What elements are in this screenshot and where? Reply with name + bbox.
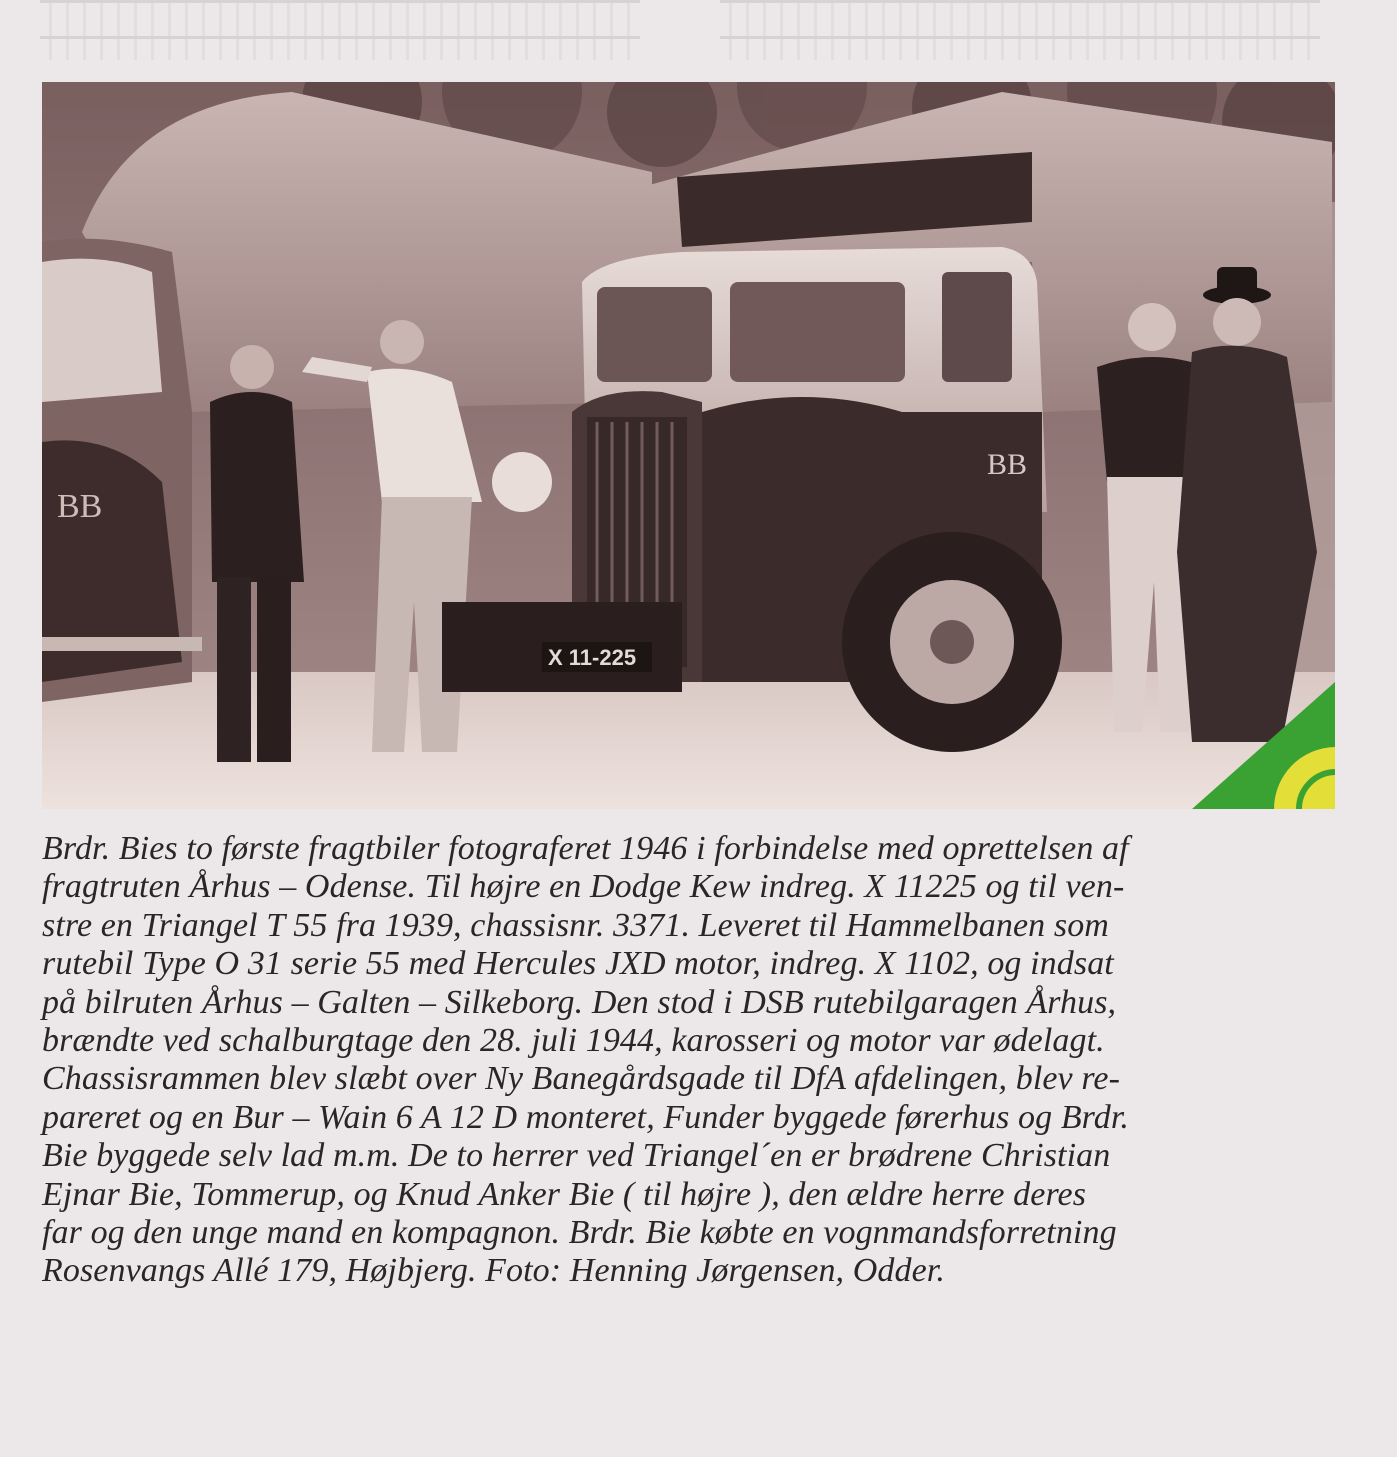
license-plate-text: X 11-225 bbox=[548, 645, 637, 670]
left-truck-window bbox=[42, 259, 162, 402]
bleed-column-left bbox=[40, 0, 640, 60]
photo-caption bbox=[42, 830, 1342, 1291]
caption-line: rutebil Type O 31 serie 55 med Hercules JXD motor, indreg. X 1102, og indsat bbox=[42, 945, 1114, 983]
caption-line: på bilruten Århus – Galten – Silkeborg. Den stod i DSB rutebilgaragen Århus, bbox=[42, 983, 1117, 1021]
caption-line: stre en Triangel T 55 fra 1939, chassisnr. 3371. Leveret til Hammelbanen som bbox=[42, 906, 1109, 944]
caption-line: pareret og en Bur – Wain 6 A 12 D monteret, Funder byggede førerhus og Brdr. bbox=[42, 1098, 1130, 1136]
right-truck-windshield-right bbox=[730, 282, 905, 382]
caption-line: Brdr. Bies to første fragtbiler fotograferet 1946 i forbindelse med oprettelsen af bbox=[42, 830, 1129, 867]
right-truck-windshield-left bbox=[597, 287, 712, 382]
right-truck-headlight-left bbox=[492, 452, 552, 512]
man-dark-suit bbox=[210, 345, 304, 762]
left-truck-bumper bbox=[42, 637, 202, 651]
bleed-through-text bbox=[40, 0, 1340, 60]
caption-line: Rosenvangs Allé 179, Højbjerg. Foto: Henning Jørgensen, Odder. bbox=[42, 1252, 945, 1290]
right-truck-side-window bbox=[942, 272, 1012, 382]
caption-line: Bie byggede selv lad m.m. De to herrer ved Triangel´en er brødrene Christian bbox=[42, 1137, 1111, 1175]
caption-line: brændte ved schalburgtage den 28. juli 1944, karosseri og motor var ødelagt. bbox=[42, 1021, 1105, 1059]
caption-line: Ejnar Bie, Tommerup, og Knud Anker Bie ( til højre ), den ældre herre deres bbox=[42, 1175, 1087, 1213]
right-truck-lettering: BB bbox=[987, 448, 1028, 481]
right-truck-wheel-center bbox=[930, 620, 974, 664]
truck-photo-illustration bbox=[42, 82, 1335, 809]
left-truck-lettering: BB bbox=[57, 488, 103, 525]
bleed-column-right bbox=[720, 0, 1320, 60]
caption-line: far og den unge mand en kompagnon. Brdr. Bie købte en vognmandsforretning bbox=[42, 1213, 1117, 1251]
truck-photograph bbox=[42, 82, 1335, 809]
caption-line: Chassisrammen blev slæbt over Ny Banegårdsgade til DfA afdelingen, blev re- bbox=[42, 1060, 1121, 1098]
caption-line: fragtruten Århus – Odense. Til højre en Dodge Kew indreg. X 11225 og til ven- bbox=[42, 868, 1125, 906]
